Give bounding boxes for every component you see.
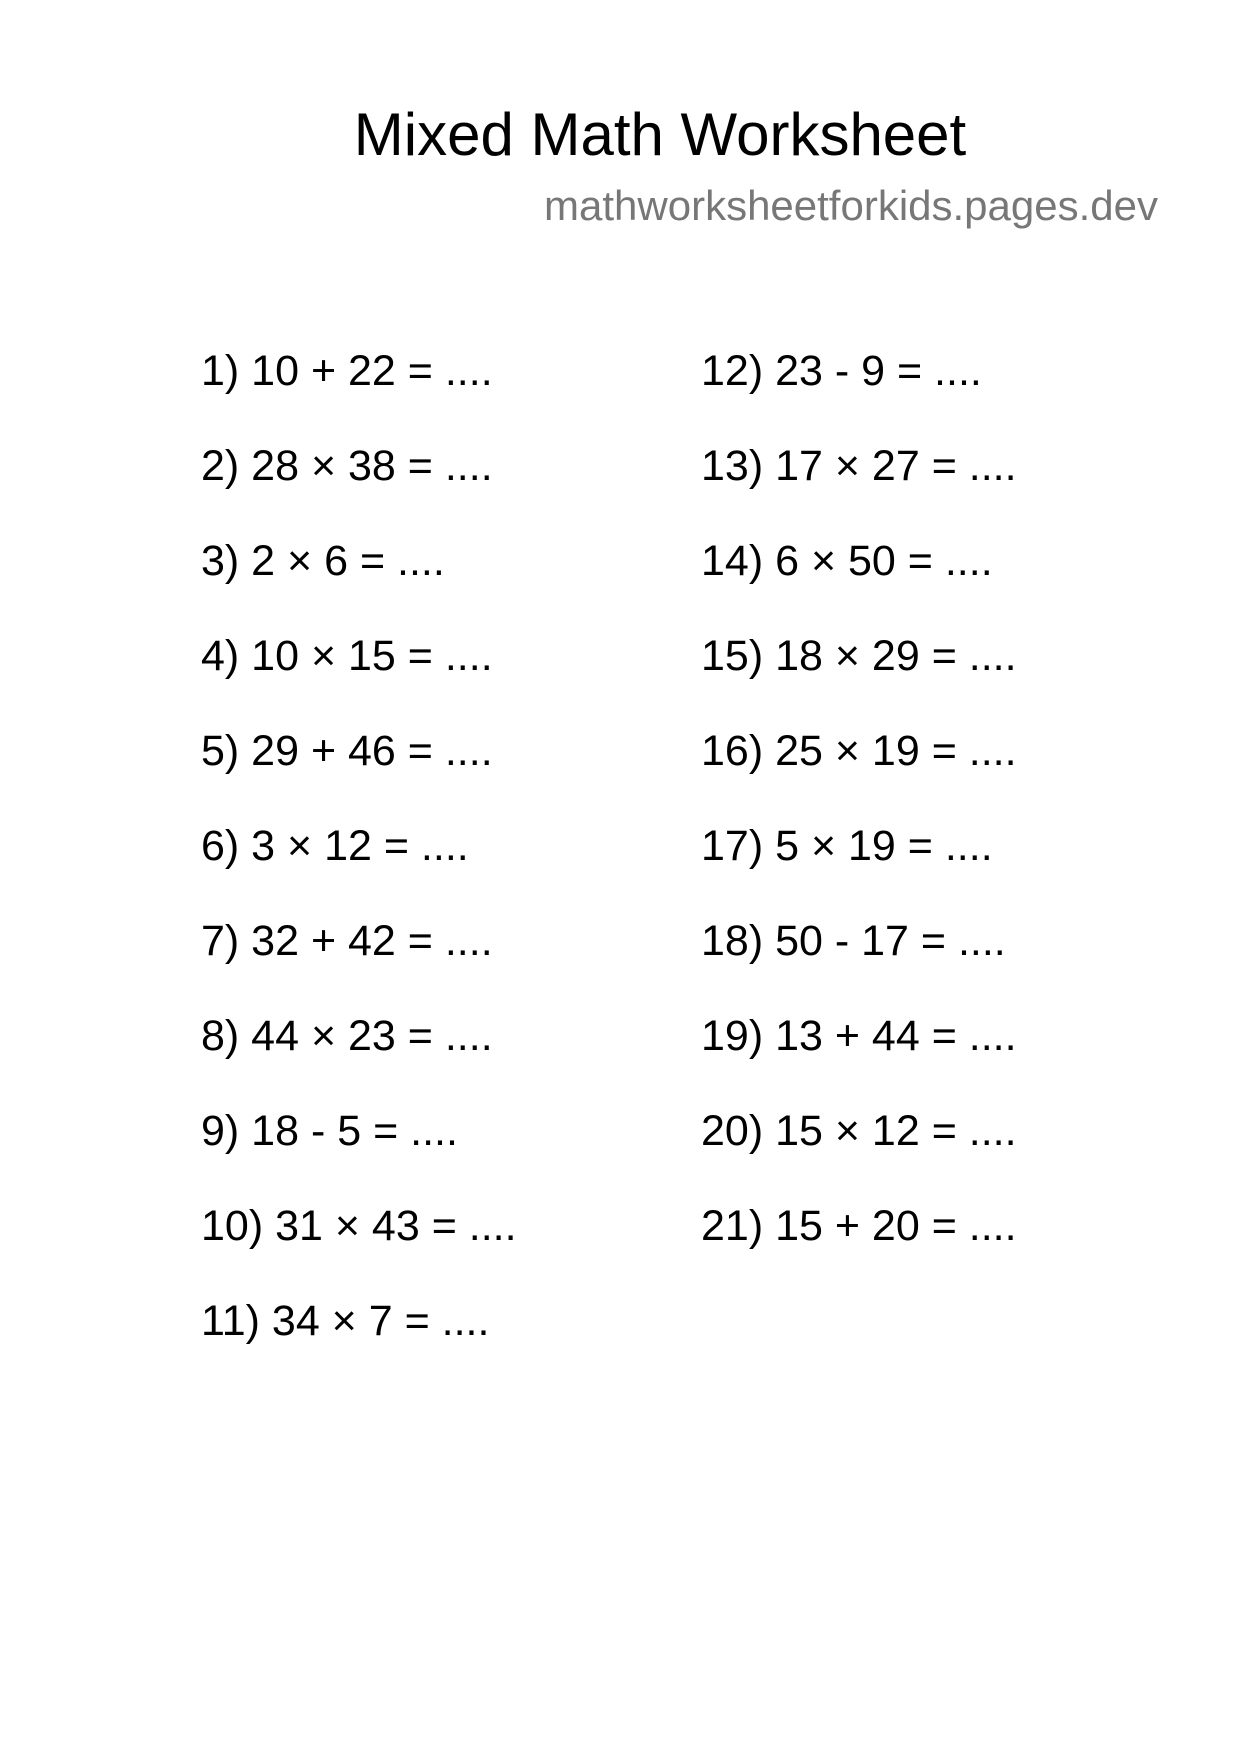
problem-item: 13) 17 × 27 = .... <box>701 442 1017 490</box>
problem-item: 20) 15 × 12 = .... <box>701 1107 1017 1155</box>
problem-column-right <box>701 345 1017 1295</box>
problem-column-left <box>201 345 517 1390</box>
problem-item: 1) 10 + 22 = .... <box>201 347 493 395</box>
problem-item: 10) 31 × 43 = .... <box>201 1202 517 1250</box>
problem-item: 7) 32 + 42 = .... <box>201 917 493 965</box>
problem-item: 21) 15 + 20 = .... <box>701 1202 1017 1250</box>
page-title: Mixed Math Worksheet <box>353 101 967 168</box>
problem-item: 11) 34 × 7 = .... <box>201 1297 490 1345</box>
problem-item: 9) 18 - 5 = .... <box>201 1107 458 1155</box>
problem-item: 4) 10 × 15 = .... <box>201 632 493 680</box>
problem-item: 2) 28 × 38 = .... <box>201 442 493 490</box>
problem-item: 16) 25 × 19 = .... <box>701 727 1017 775</box>
problem-item: 5) 29 + 46 = .... <box>201 727 493 775</box>
site-url: mathworksheetforkids.pages.dev <box>544 182 1158 229</box>
problem-item: 6) 3 × 12 = .... <box>201 822 469 870</box>
problem-item: 19) 13 + 44 = .... <box>701 1012 1017 1060</box>
problem-item: 12) 23 - 9 = .... <box>701 347 982 395</box>
problem-item: 17) 5 × 19 = .... <box>701 822 993 870</box>
problem-item: 8) 44 × 23 = .... <box>201 1012 493 1060</box>
problem-item: 3) 2 × 6 = .... <box>201 537 445 585</box>
problem-item: 14) 6 × 50 = .... <box>701 537 993 585</box>
problem-item: 15) 18 × 29 = .... <box>701 632 1017 680</box>
problem-item: 18) 50 - 17 = .... <box>701 917 1006 965</box>
